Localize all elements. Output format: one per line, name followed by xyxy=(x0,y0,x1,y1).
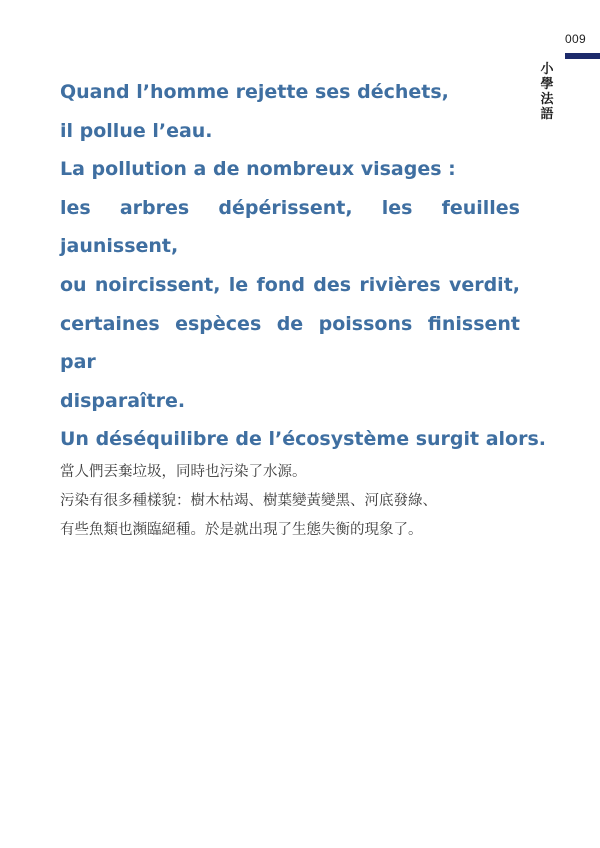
french-line: La pollution a de nombreux visages : xyxy=(60,158,456,181)
french-line: Un déséquilibre de l’écosystème surgit alors. xyxy=(60,428,546,451)
chinese-line: 污染有很多種樣貌：樹木枯竭、樹葉變黃變黑、河底發綠、 xyxy=(60,493,437,509)
french-line: ou noircissent, le fond des rivières verdit, xyxy=(60,273,520,296)
series-title-char: 法 xyxy=(540,92,554,107)
french-line: disparaître. xyxy=(60,389,186,412)
series-title-char: 小 xyxy=(540,62,554,77)
series-title-char: 語 xyxy=(540,107,554,122)
series-title-char: 學 xyxy=(540,77,554,92)
chinese-line: 當人們丟棄垃圾，同時也污染了水源。 xyxy=(60,464,307,480)
french-line: les arbres dépérissent, les feuilles jaunissent, xyxy=(60,196,520,258)
page-number: 009 xyxy=(565,32,586,46)
french-line: Quand l’homme rejette ses déchets, xyxy=(60,81,449,103)
accent-bar xyxy=(565,53,600,59)
french-paragraph xyxy=(60,73,546,459)
french-line: il pollue l’eau. xyxy=(60,119,213,142)
french-line: certaines espèces de poissons finissent par xyxy=(60,312,520,374)
series-title xyxy=(539,62,555,122)
chinese-paragraph xyxy=(60,458,540,545)
chinese-line: 有些魚類也瀕臨絕種。於是就出現了生態失衡的現象了。 xyxy=(60,522,423,538)
